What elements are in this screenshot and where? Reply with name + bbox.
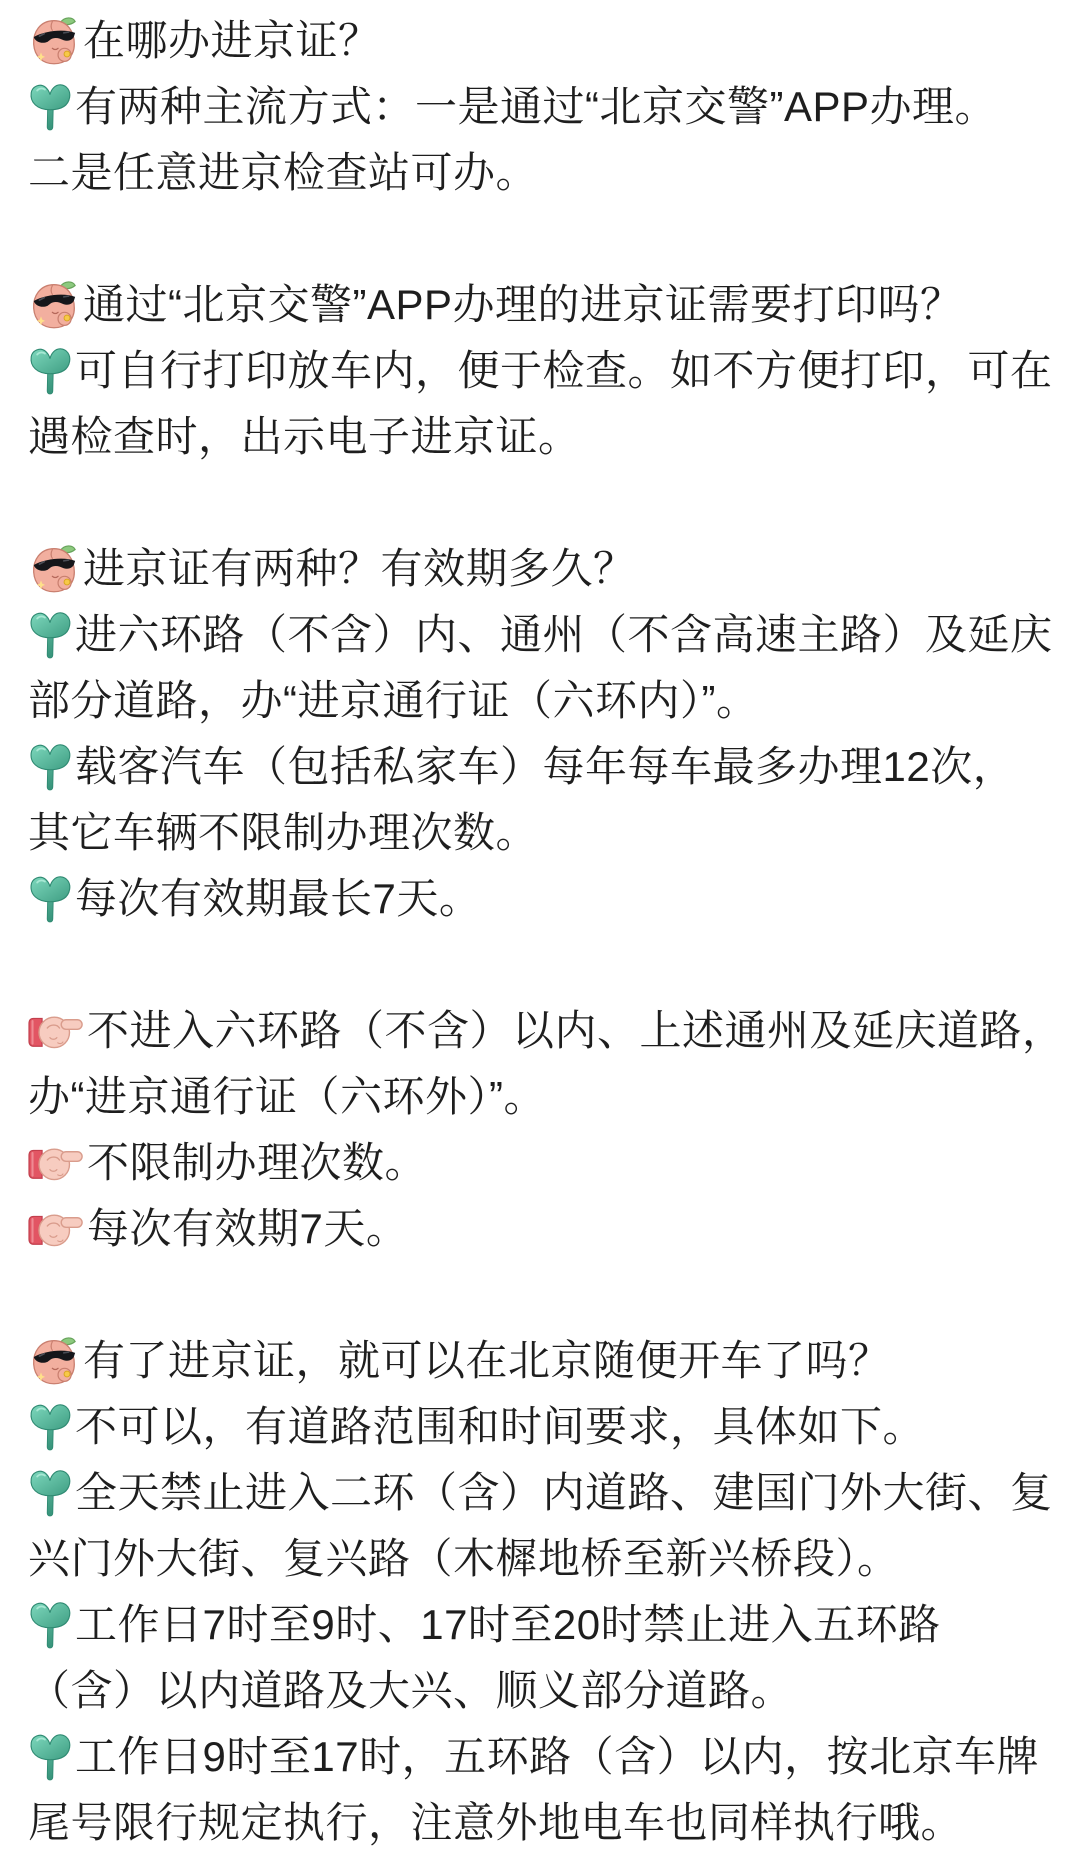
seedling-icon [28, 870, 72, 928]
text-line [28, 1130, 1066, 1196]
line-text: 部分道路，办“进京通行证（六环内）”。 [28, 677, 759, 724]
line-text: 其它车辆不限制办理次数。 [28, 809, 539, 856]
line-text: 兴门外大街、复兴路（木樨地桥至新兴桥段）。 [28, 1535, 900, 1582]
seedling-icon [28, 1398, 72, 1456]
line-text: 办“进京通行证（六环外）”。 [28, 1073, 546, 1120]
text-line [28, 998, 1066, 1064]
line-text: （含）以内道路及大兴、顺义部分道路。 [28, 1667, 794, 1714]
text-line [28, 1328, 1066, 1394]
line-text: 全天禁止进入二环（含）内道路、建国门外大街、复 [75, 1469, 1053, 1516]
text-line [28, 1196, 1066, 1262]
line-text: 二是任意进京检查站可办。 [28, 149, 539, 196]
qa-section [28, 272, 1066, 470]
line-text: 不限制办理次数。 [87, 1139, 428, 1186]
point-right-icon [28, 1008, 84, 1055]
text-line [28, 140, 1066, 206]
text-line [28, 1724, 1066, 1790]
text-line [28, 602, 1066, 668]
peach-sunglasses-icon [28, 1335, 80, 1387]
line-text: 每次有效期最长7天。 [75, 875, 482, 922]
line-text: 不进入六环路（不含）以内、上述通州及延庆道路， [87, 1007, 1065, 1054]
line-text: 在哪办进京证？ [83, 17, 381, 64]
peach-sunglasses-icon [28, 543, 80, 595]
text-line [28, 272, 1066, 338]
text-line [28, 1790, 1066, 1856]
line-text: 工作日7时至9时、17时至20时禁止进入五环路 [75, 1601, 941, 1648]
line-text: 不可以，有道路范围和时间要求，具体如下。 [75, 1403, 926, 1450]
qa-section [28, 998, 1066, 1262]
line-text: 工作日9时至17时，五环路（含）以内，按北京车牌 [75, 1733, 1040, 1780]
text-line [28, 536, 1066, 602]
text-line [28, 74, 1066, 140]
point-right-icon [28, 1206, 84, 1253]
line-text: 每次有效期7天。 [87, 1205, 409, 1252]
peach-sunglasses-icon [28, 279, 80, 331]
qa-section [28, 8, 1066, 206]
text-line [28, 1658, 1066, 1724]
point-right-icon [28, 1140, 84, 1187]
text-line [28, 866, 1066, 932]
seedling-icon [28, 342, 72, 400]
text-line [28, 8, 1066, 74]
line-text: 进京证有两种？有效期多久？ [83, 545, 636, 592]
qa-section [28, 1328, 1066, 1856]
line-text: 尾号限行规定执行，注意外地电车也同样执行哦。 [28, 1799, 964, 1846]
seedling-icon [28, 1728, 72, 1786]
text-line [28, 1064, 1066, 1130]
text-line [28, 1394, 1066, 1460]
line-text: 可自行打印放车内，便于检查。如不方便打印，可在 [75, 347, 1053, 394]
text-line [28, 668, 1066, 734]
text-line [28, 1526, 1066, 1592]
line-text: 通过“北京交警”APP办理的进京证需要打印吗？ [83, 281, 963, 328]
line-text: 进六环路（不含）内、通州（不含高速主路）及延庆 [75, 611, 1053, 658]
seedling-icon [28, 1464, 72, 1522]
qa-section [28, 536, 1066, 932]
line-text: 遇检查时，出示电子进京证。 [28, 413, 581, 460]
seedling-icon [28, 1596, 72, 1654]
text-line [28, 338, 1066, 404]
line-text: 载客汽车（包括私家车）每年每车最多办理12次， [75, 743, 1016, 790]
text-line [28, 404, 1066, 470]
text-line [28, 1460, 1066, 1526]
text-line [28, 734, 1066, 800]
line-text: 有了进京证，就可以在北京随便开车了吗？ [83, 1337, 891, 1384]
seedling-icon [28, 78, 72, 136]
seedling-icon [28, 738, 72, 796]
peach-sunglasses-icon [28, 15, 80, 67]
line-text: 有两种主流方式：一是通过“北京交警”APP办理。 [75, 83, 998, 130]
text-line [28, 1592, 1066, 1658]
seedling-icon [28, 606, 72, 664]
text-line [28, 800, 1066, 866]
